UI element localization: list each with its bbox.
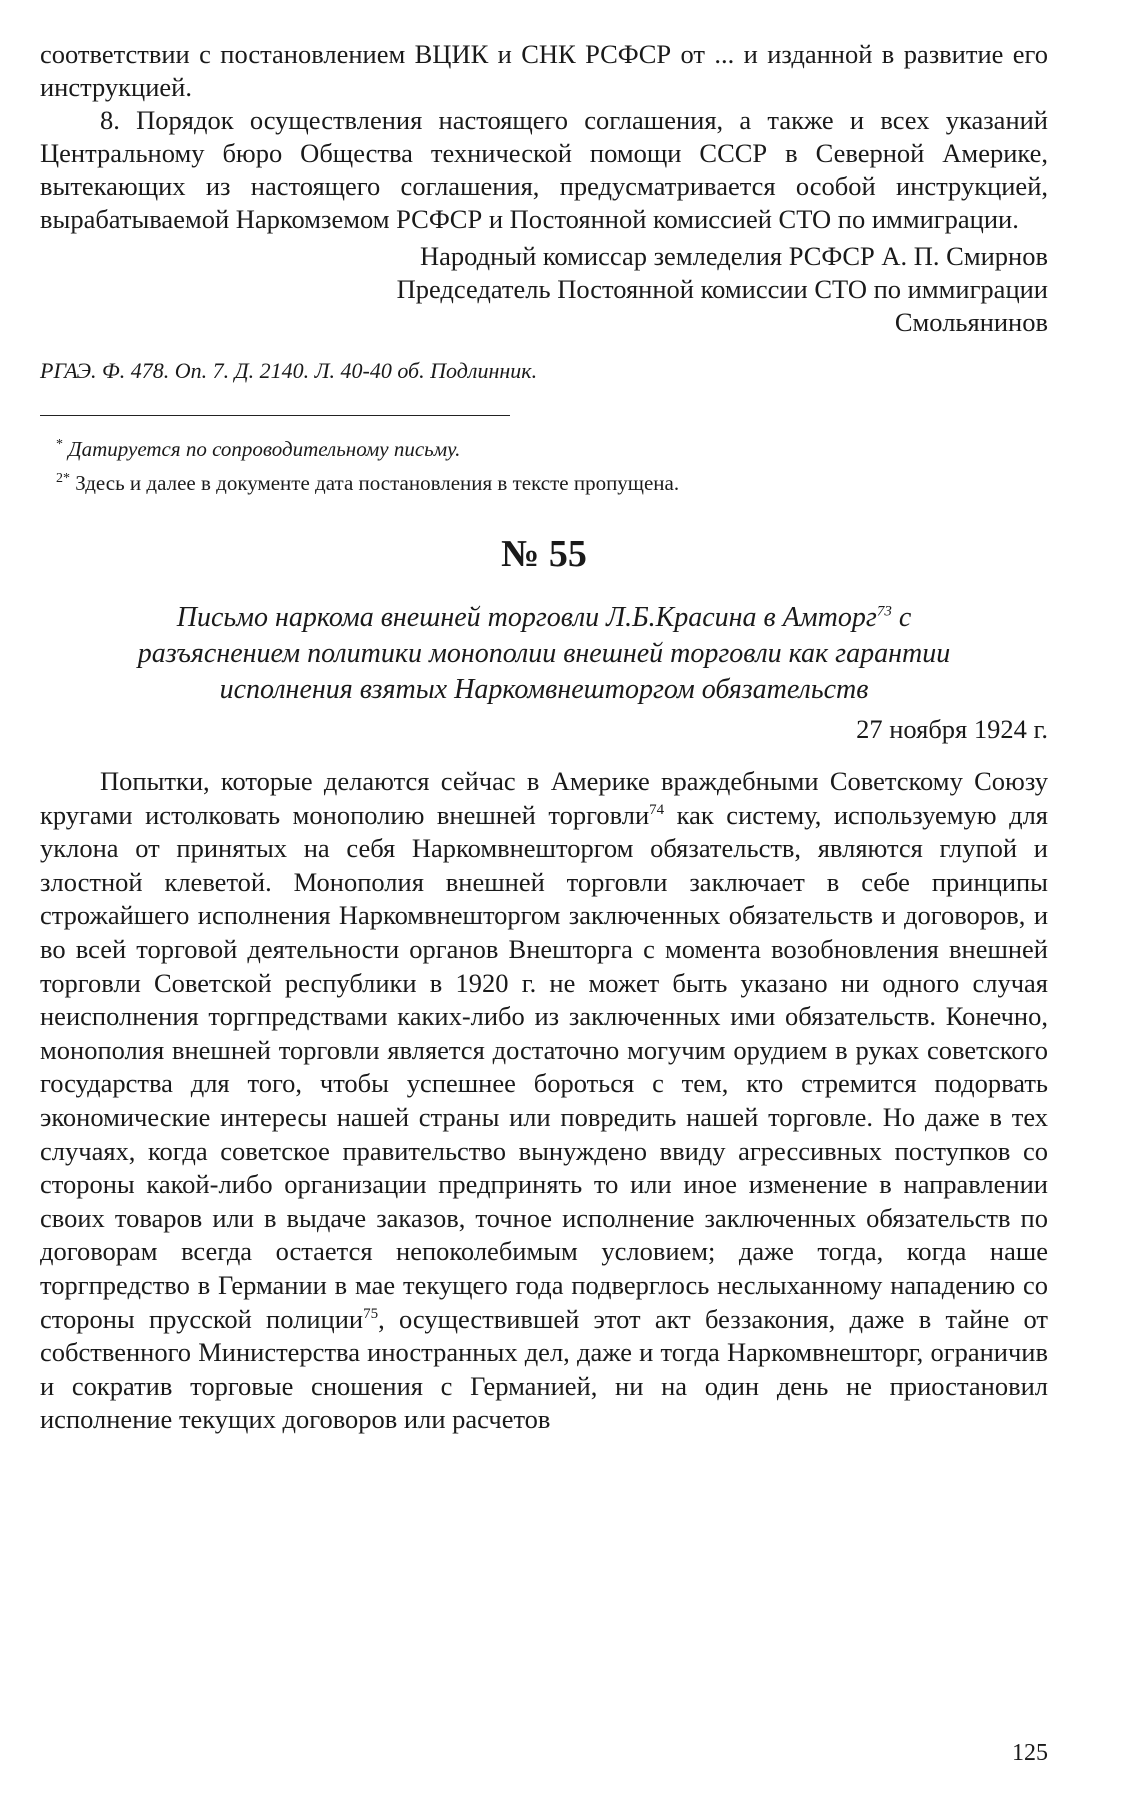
body-endnote-ref-74: 74 <box>649 801 665 818</box>
footnote-2-text: Здесь и далее в документе дата постановления в тексте пропущена. <box>75 471 680 495</box>
footnote-1-mark: * <box>56 437 63 452</box>
continued-paragraph: соответствии с постановлением ВЦИК и СНК РСФСР от ... и изданной в развитие его инструкцией. <box>40 39 1048 102</box>
signature-smirnov: Народный комиссар земледелия РСФСР А. П. Смирнов <box>419 241 1048 271</box>
document-number: № 55 <box>501 533 587 575</box>
archive-reference: РГАЭ. Ф. 478. Оп. 7. Д. 2140. Л. 40-40 об. Подлинник. <box>40 358 538 383</box>
title-text-1: Письмо наркома внешней торговли Л.Б.Красина в Амторг <box>176 602 877 633</box>
body-text-1: Попытки, которые делаются сейчас в Америке враждебными Советскому Союзу кругами истолковать монополию внешней торговли <box>40 766 1048 830</box>
signature-commission-chair: Председатель Постоянной комиссии СТО по иммиграции <box>396 274 1048 304</box>
page-number: 125 <box>1012 1740 1048 1766</box>
footnote-1 <box>40 430 1048 464</box>
body-endnote-ref-75: 75 <box>363 1305 379 1322</box>
title-endnote-ref: 73 <box>876 603 892 620</box>
footnote-1-text: Датируется по сопроводительному письму. <box>68 437 461 461</box>
title-text-2: с разъяснением политики монополии внешней торговли как гарантии исполнения взятых Наркомвнешторгом обязательств <box>137 602 951 705</box>
footnote-divider <box>40 415 510 416</box>
document-title <box>40 600 1048 708</box>
footnote-2-mark: 2* <box>56 471 70 486</box>
body-text-3: , осуществившей этот акт беззакония, даже в тайне от собственного Министерства иностранных дел, даже и тогда Наркомвнешторг, ограничив и сократив торговые сношения с Германией, ни на один день не приостановил исполнение текущих договоров или расчетов <box>40 1303 1048 1435</box>
document-date: 27 ноября 1924 г. <box>856 714 1048 744</box>
signature-smolyaninov: Смольянинов <box>894 307 1048 337</box>
body-text-2: как систему, используемую для уклона от принятых на себя Наркомвнешторгом обязательств, являются глупой и злостной клеветой. Монополия внешней торговли заключает в себе принципы строжайшего исполнения Наркомвнешторгом заключенных обязательств и договоров, и во всей торговой деятельности органов Внешторга с момента возобновления внешней торговли Советской республики в 1920 г. не может быть указано ни одного случая неисполнения торгпредствами каких-либо из заключенных ими обязательств. Конечно, монополия внешней торговли является достаточно могучим орудием в руках советского государства для того, чтобы успешнее бороться с тем, кто стремится подорвать экономические интересы нашей страны или повредить нашей торговле. Но даже в тех случаях, когда советское правительство вынуждено ввиду агрессивных поступков со стороны какой-либо организации предпринять то или иное изменение в направлении своих товаров или в выдаче заказов, точное исполнение заключенных обязательств по договорам всегда остается непоколебимым условием; даже тогда, когда наше торгпредство в Германии в мае текущего года подверглось неслыханному нападению со стороны прусской полиции <box>40 799 1048 1334</box>
footnote-2 <box>40 464 1048 498</box>
document-body <box>40 765 1048 1437</box>
item-8-paragraph: 8. Порядок осуществления настоящего соглашения, а также и всех указаний Центральному бюро Общества технической помощи СССР в Северной Америке, вытекающих из настоящего соглашения, предусматривается особой инструкцией, вырабатываемой Наркомземом РСФСР и Постоянной комиссией СТО по иммиграции. <box>40 105 1048 234</box>
